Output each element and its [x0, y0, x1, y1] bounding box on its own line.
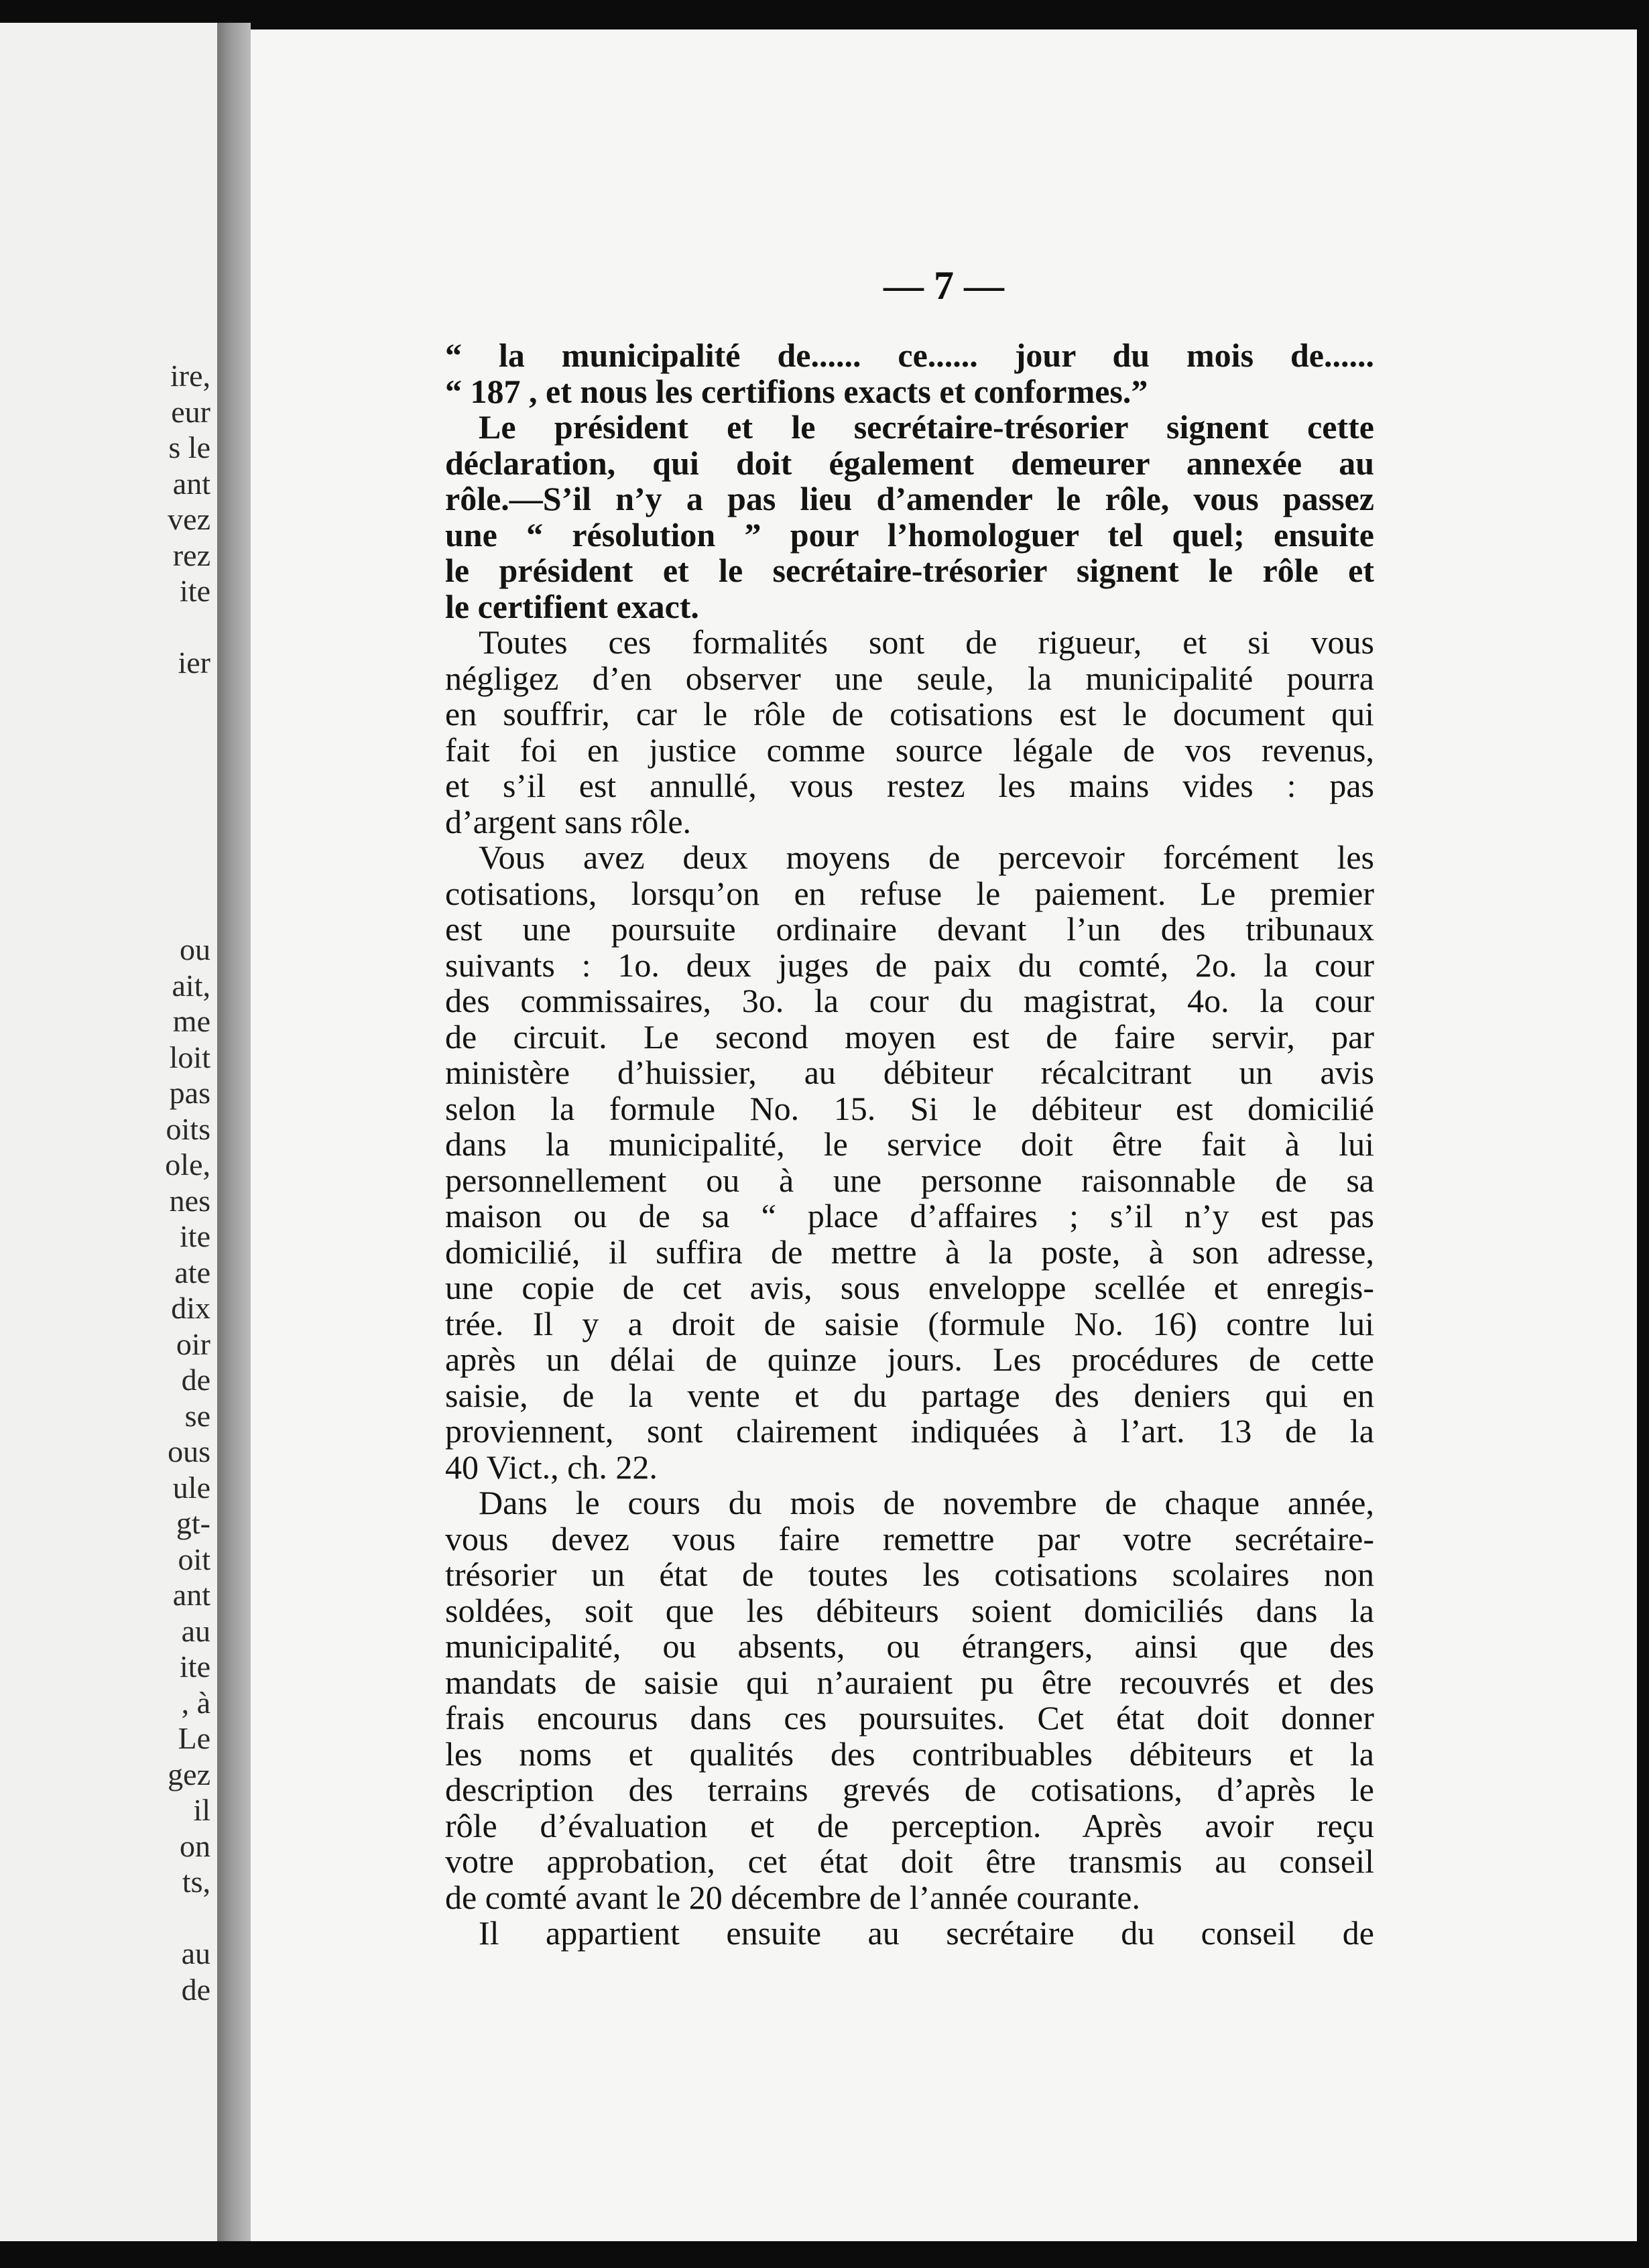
text-line: vous devez vous faire remettre par votre secrétaire- — [445, 1519, 1374, 1558]
left-page-fragment: ier — [178, 645, 210, 680]
paragraph — [445, 840, 1374, 1485]
left-page-fragment: gez — [168, 1757, 210, 1791]
text-line: votre approbation, cet état doit être transmis au conseil — [445, 1842, 1374, 1880]
left-page-fragment: il — [193, 1793, 210, 1827]
left-page-fragment: nes — [169, 1183, 210, 1218]
text-line: le président et le secrétaire-trésorier signent le rôle et — [445, 552, 1374, 589]
text-line: saisie, de la vente et du partage des deniers qui en — [445, 1376, 1374, 1414]
left-page-fragment: au — [181, 1936, 210, 1970]
paragraph — [445, 410, 1374, 625]
book-gutter — [217, 23, 251, 2241]
left-page-fragment: on — [180, 1828, 210, 1863]
text-line: suivants : 1o. deux juges de paix du comté, 2o. la cour — [445, 946, 1374, 984]
left-page-fragment: ou — [180, 932, 210, 966]
text-line: Toutes ces formalités sont de rigueur, et si vous — [479, 623, 1374, 661]
text-line: négligez d’en observer une seule, la municipalité pourra — [445, 659, 1374, 697]
left-page — [0, 23, 217, 2241]
text-line: Le président et le secrétaire-trésorier signent cette — [479, 408, 1374, 446]
left-page-fragment: ite — [180, 574, 210, 608]
text-line: des commissaires, 3o. la cour du magistrat, 4o. la cour — [445, 982, 1374, 1019]
left-page-fragment: ts, — [182, 1865, 210, 1899]
text-line: une copie de cet avis, sous enveloppe scellée et enregis- — [445, 1269, 1374, 1306]
text-line: en souffrir, car le rôle de cotisations est le document qui — [445, 695, 1374, 733]
left-page-fragment: se — [184, 1398, 210, 1433]
text-line: domicilié, il suffira de mettre à la poste, à son adresse, — [445, 1233, 1374, 1271]
body-text — [445, 338, 1374, 1952]
left-page-fragment: ate — [174, 1255, 210, 1289]
text-line: est une poursuite ordinaire devant l’un des tribunaux — [445, 910, 1374, 948]
left-page-fragment: vez — [168, 502, 210, 536]
text-line: le certifient exact. — [445, 587, 699, 625]
text-line: trée. Il y a droit de saisie (formule No. 16) contre lui — [445, 1304, 1374, 1342]
left-page-fragment: pas — [169, 1076, 210, 1110]
paragraph — [445, 338, 1374, 410]
left-page-fragment: au — [181, 1613, 210, 1648]
text-line: d’argent sans rôle. — [445, 802, 692, 840]
text-line: soldées, soit que les débiteurs soient domiciliés dans la — [445, 1591, 1374, 1629]
text-line: rôle.—S’il n’y a pas lieu d’amender le rôle, vous passez — [445, 480, 1374, 517]
left-page-fragment: , à — [181, 1685, 210, 1720]
left-page-fragment: de — [181, 1363, 210, 1397]
text-line: dans la municipalité, le service doit être fait à lui — [445, 1125, 1374, 1163]
paragraph — [445, 625, 1374, 840]
left-page-fragment: ait, — [172, 968, 210, 1003]
text-line: de circuit. Le second moyen est de faire servir, par — [445, 1017, 1374, 1056]
left-page-fragment: oits — [166, 1111, 210, 1146]
text-line: déclaration, qui doit également demeurer annexée au — [445, 444, 1374, 482]
text-line: une “ résolution ” pour l’homologuer tel quel; ensuite — [445, 515, 1374, 554]
left-page-fragment: s le — [168, 430, 210, 464]
left-page-fragment: ant — [172, 466, 210, 501]
text-line: 40 Vict., ch. 22. — [445, 1448, 658, 1486]
text-line: frais encourus dans ces poursuites. Cet état doit donner — [445, 1699, 1374, 1737]
left-page-fragment: dix — [171, 1291, 210, 1325]
text-line: municipalité, ou absents, ou étrangers, ainsi que des — [445, 1627, 1374, 1665]
text-line: fait foi en justice comme source légale de vos revenus, — [445, 731, 1374, 769]
left-page-fragment: eur — [171, 394, 210, 429]
text-line: selon la formule No. 15. Si le débiteur est domicilié — [445, 1089, 1374, 1127]
left-page-fragment: rez — [172, 538, 210, 572]
left-page-fragment: oir — [176, 1326, 210, 1361]
left-page-fragment: ant — [172, 1578, 210, 1612]
left-page-fragment: loit — [169, 1040, 210, 1074]
text-line: “ la municipalité de...... ce...... jour du mois de...... — [445, 336, 1374, 374]
left-page-fragment: ole, — [165, 1147, 210, 1182]
left-page-fragment: ous — [168, 1434, 210, 1468]
left-page-fragment: ule — [172, 1470, 210, 1505]
left-page-fragment: oit — [178, 1541, 210, 1576]
text-line: ministère d’huissier, au débiteur récalcitrant un avis — [445, 1054, 1374, 1091]
left-page-fragment: de — [181, 1972, 210, 2007]
text-line: mandats de saisie qui n’auraient pu être recouvrés et des — [445, 1663, 1374, 1701]
text-line: cotisations, lorsqu’on en refuse le paiement. Le premier — [445, 874, 1374, 912]
paragraph — [445, 1915, 1374, 1952]
paragraph — [445, 1485, 1374, 1915]
text-line: Vous avez deux moyens de percevoir forcément les — [479, 838, 1374, 876]
text-line: Il appartient ensuite au secrétaire du conseil de — [479, 1914, 1374, 1952]
text-line: les noms et qualités des contribuables débiteurs et la — [445, 1735, 1374, 1773]
left-page-fragment: ite — [180, 1649, 210, 1684]
left-page-fragment: me — [172, 1004, 210, 1038]
page-number: — 7 — — [883, 263, 1004, 308]
left-page-fragment: ire, — [170, 359, 210, 393]
text-line: maison ou de sa “ place d’affaires ; s’il n’y est pas — [445, 1197, 1374, 1235]
text-line: et s’il est annullé, vous restez les mains vides : pas — [445, 767, 1374, 804]
left-page-fragment: ite — [180, 1219, 210, 1253]
text-line: proviennent, sont clairement indiquées à l’art. 13 de la — [445, 1412, 1374, 1450]
left-page-fragment: Le — [178, 1721, 210, 1755]
text-line: “ 187 , et nous les certifions exacts et conformes.” — [445, 372, 1148, 410]
right-page — [251, 29, 1637, 2241]
text-line: après un délai de quinze jours. Les procédures de cette — [445, 1340, 1374, 1378]
text-line: personnellement ou à une personne raisonnable de sa — [445, 1161, 1374, 1199]
text-line: de comté avant le 20 décembre de l’année courante. — [445, 1878, 1140, 1916]
left-page-fragment: gt- — [176, 1506, 210, 1540]
text-line: rôle d’évaluation et de perception. Après avoir reçu — [445, 1806, 1374, 1844]
text-line: description des terrains grevés de cotisations, d’après le — [445, 1771, 1374, 1808]
text-line: Dans le cours du mois de novembre de chaque année, — [479, 1484, 1374, 1521]
text-line: trésorier un état de toutes les cotisations scolaires non — [445, 1556, 1374, 1593]
